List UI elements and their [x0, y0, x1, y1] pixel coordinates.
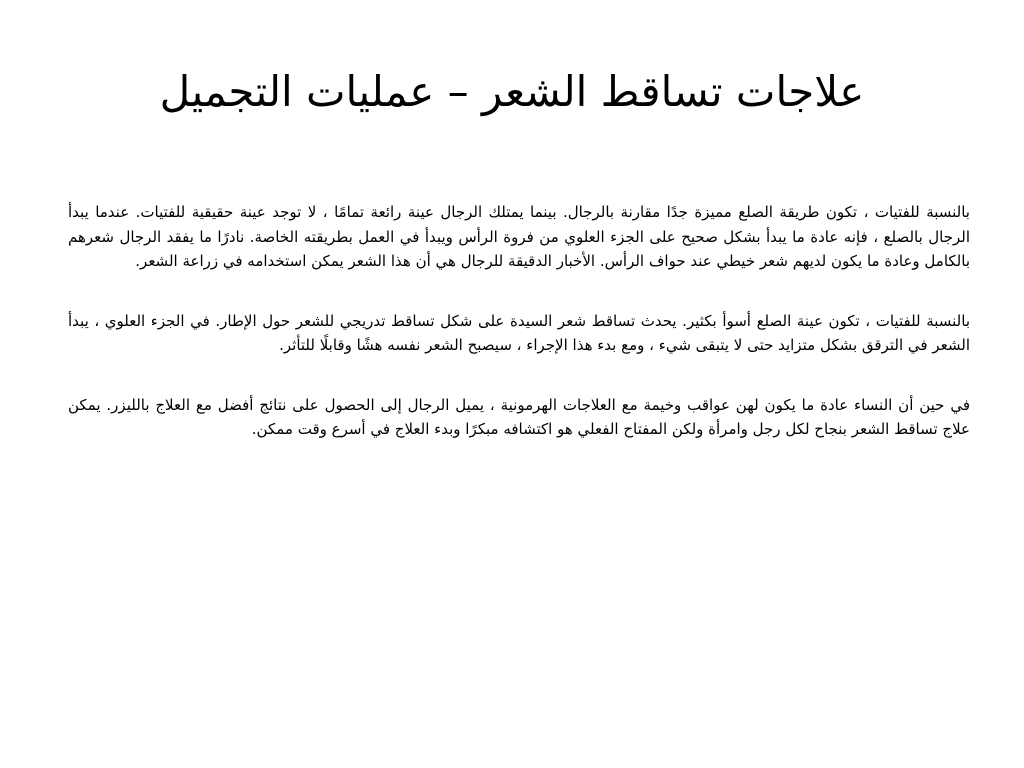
paragraph-women-hair-loss: بالنسبة للفتيات ، تكون عينة الصلع أسوأ بكثير. يحدث تساقط شعر السيدة على شكل تساقط تدريجي للشعر حول الإطار. في الجزء العلوي ، يبدأ الشعر في الترقق بشكل متزايد حتى لا يتبقى شيء ، ومع بدء هذا الإجراء ، سيصبح الشعر نفسه هشًا وقابلًا للتأثر.: [68, 311, 970, 354]
paragraph-treatments: في حين أن النساء عادة ما يكون لهن عواقب وخيمة مع العلاجات الهرمونية ، يميل الرجال إلى الحصول على نتائج أفضل مع العلاج بالليزر. يمكن علاج تساقط الشعر بنجاح لكل رجل وامرأة ولكن المفتاح الفعلي هو اكتشافه مبكرًا وبدء العلاج في أسرع وقت ممكن.: [68, 395, 970, 438]
slide-title: علاجات تساقط الشعر – عمليات التجميل: [159, 67, 865, 116]
slide-body: [68, 200, 970, 477]
paragraph-men-vs-women-balding: بالنسبة للفتيات ، تكون طريقة الصلع مميزة جدًا مقارنة بالرجال. بينما يمتلك الرجال عينة رائعة تمامًا ، لا توجد عينة حقيقية للفتيات. عندما يبدأ الرجال بالصلع ، فإنه عادة ما يبدأ بشكل صحيح على الجزء العلوي من فروة الرأس ويبدأ في العمل بطريقته الخاصة. نادرًا ما يفقد الرجال شعرهم بالكامل وعادة ما يكون لديهم شعر خيطي عند حواف الرأس. الأخبار الدقيقة للرجال هي أن هذا الشعر يمكن استخدامه في زراعة الشعر.: [68, 203, 970, 270]
